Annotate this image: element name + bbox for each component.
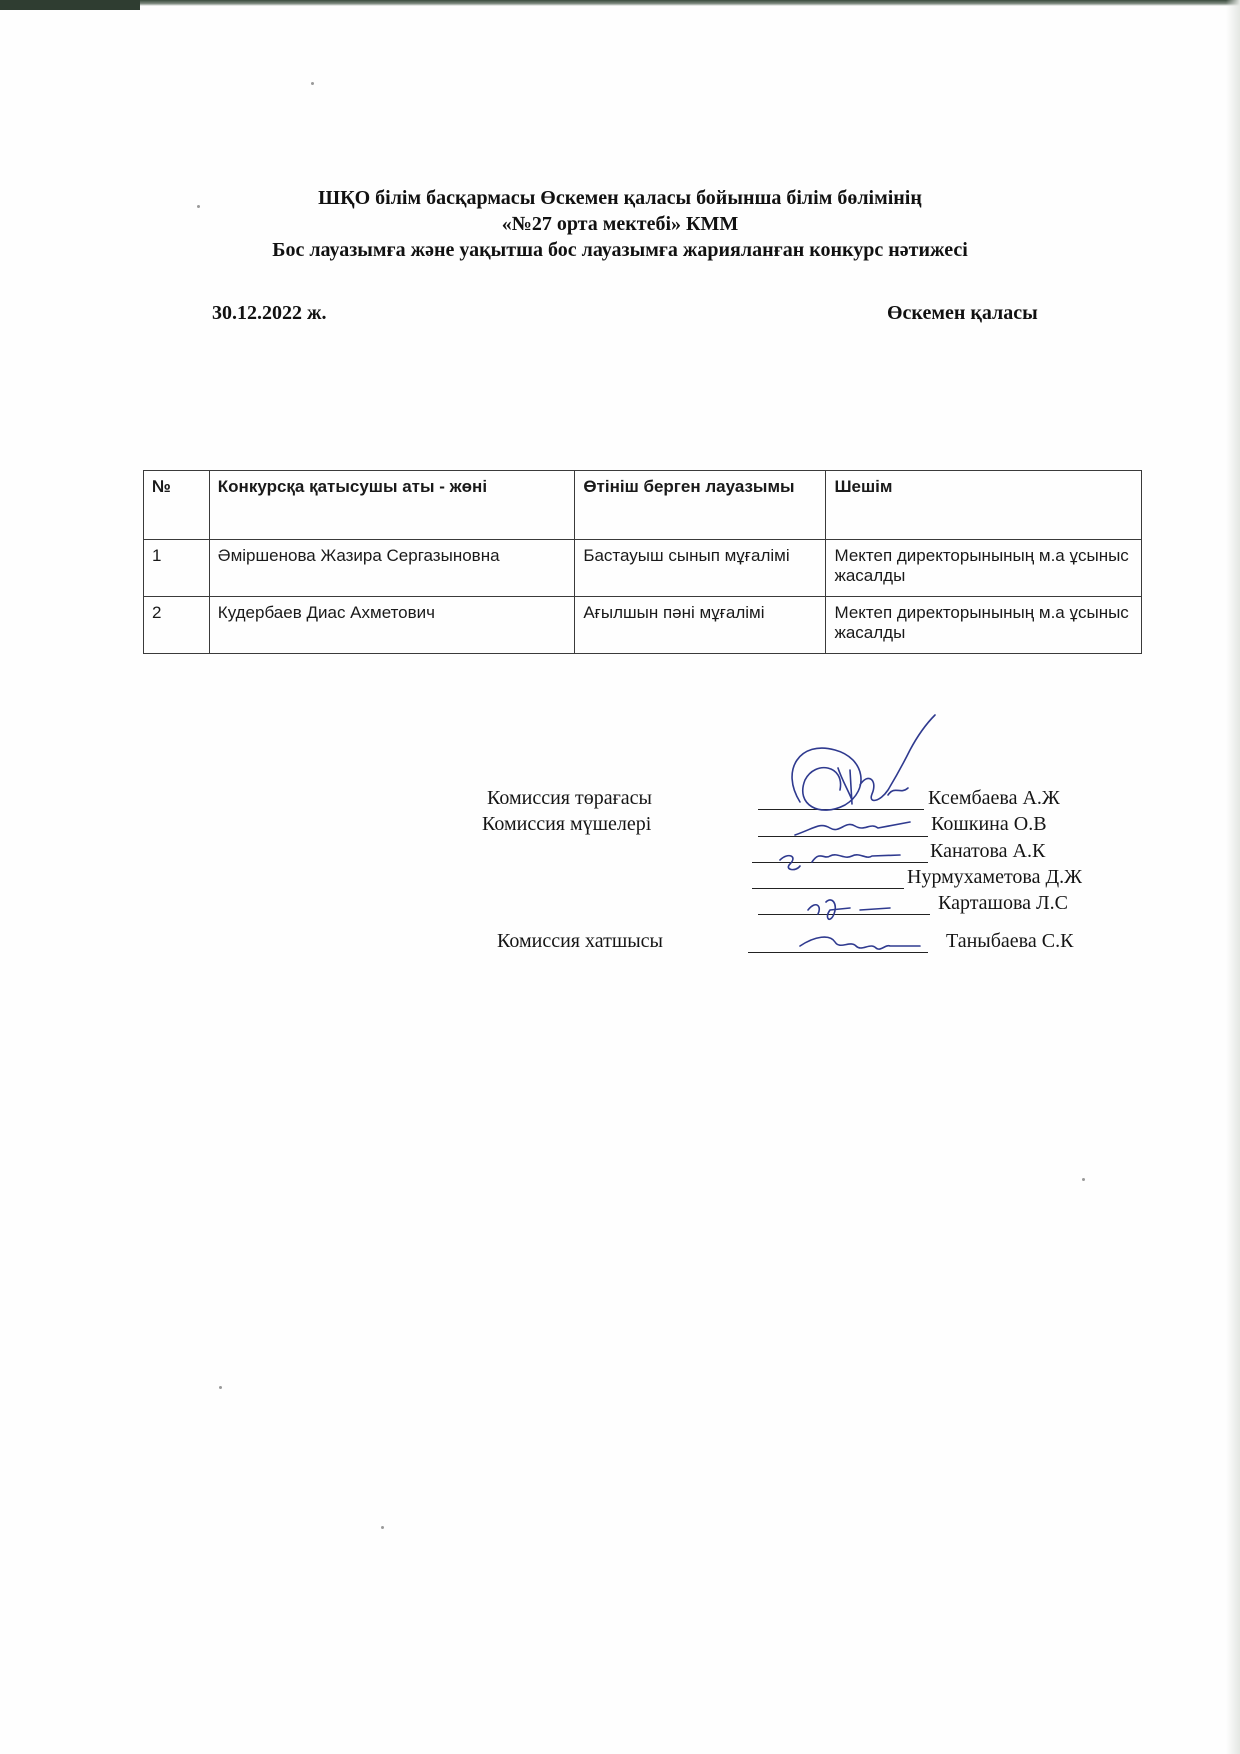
signature-secretary bbox=[800, 937, 920, 949]
header-line-title: Бос лауазымға және уақытша бос лауазымға жарияланған конкурс нәтижесі bbox=[272, 239, 968, 261]
header-line-department: ШҚО білім басқармасы Өскемен қаласы бойынша білім бөлімінің bbox=[318, 187, 922, 209]
column-header-decision: Шешім bbox=[826, 471, 1142, 540]
commission-member-name: Карташова Л.С bbox=[938, 892, 1068, 914]
document-date: 30.12.2022 ж. bbox=[212, 302, 327, 324]
signature-member-2 bbox=[780, 855, 900, 870]
column-header-position: Өтініш берген лауазымы bbox=[575, 471, 826, 540]
commission-member-name: Канатова А.К bbox=[930, 840, 1046, 862]
signature-member-1 bbox=[795, 822, 910, 835]
scan-speck bbox=[381, 1526, 384, 1529]
commission-member-name: Кошкина О.В bbox=[931, 813, 1047, 835]
commission-members-label: Комиссия мүшелері bbox=[482, 813, 652, 835]
scan-speck bbox=[219, 1386, 222, 1389]
header-line-school: «№27 орта мектебі» КММ bbox=[501, 213, 739, 235]
row-position: Бастауыш сынып мұғалімі bbox=[575, 540, 826, 597]
table-row bbox=[144, 597, 1142, 654]
row-decision: Мектеп директорынының м.а ұсыныс жасалды bbox=[826, 597, 1142, 654]
column-header-participant: Конкурсқа қатысушы аты - жөні bbox=[209, 471, 575, 540]
column-header-number: № bbox=[144, 471, 210, 540]
row-participant-name: Әміршенова Жазира Сергазыновна bbox=[209, 540, 575, 597]
scan-edge-top bbox=[0, 0, 1240, 6]
row-number: 1 bbox=[144, 540, 210, 597]
document-city: Өскемен қаласы bbox=[887, 302, 1038, 324]
signature-member-4 bbox=[808, 900, 890, 919]
row-position: Ағылшын пәні мұғалімі bbox=[575, 597, 826, 654]
signature-chair bbox=[792, 715, 935, 810]
scan-edge-right bbox=[1226, 0, 1240, 1754]
commission-secretary-label: Комиссия хатшысы bbox=[497, 930, 663, 952]
scan-edge-top-left bbox=[0, 0, 140, 10]
document-header bbox=[140, 185, 1100, 263]
commission-chair-label: Комиссия төрағасы bbox=[487, 787, 652, 809]
table-row bbox=[144, 540, 1142, 597]
row-participant-name: Кудербаев Диас Ахметович bbox=[209, 597, 575, 654]
table-header-row bbox=[144, 471, 1142, 540]
row-decision: Мектеп директорынының м.а ұсыныс жасалды bbox=[826, 540, 1142, 597]
row-number: 2 bbox=[144, 597, 210, 654]
scan-speck bbox=[311, 82, 314, 85]
commission-member-name: Нурмухаметова Д.Ж bbox=[907, 866, 1083, 888]
results-table bbox=[143, 470, 1142, 654]
handwritten-signatures bbox=[760, 710, 1000, 970]
commission-secretary-name: Таныбаева С.К bbox=[946, 930, 1074, 952]
commission-chair-name: Ксембаева А.Ж bbox=[928, 787, 1060, 809]
scan-speck bbox=[1082, 1178, 1085, 1181]
